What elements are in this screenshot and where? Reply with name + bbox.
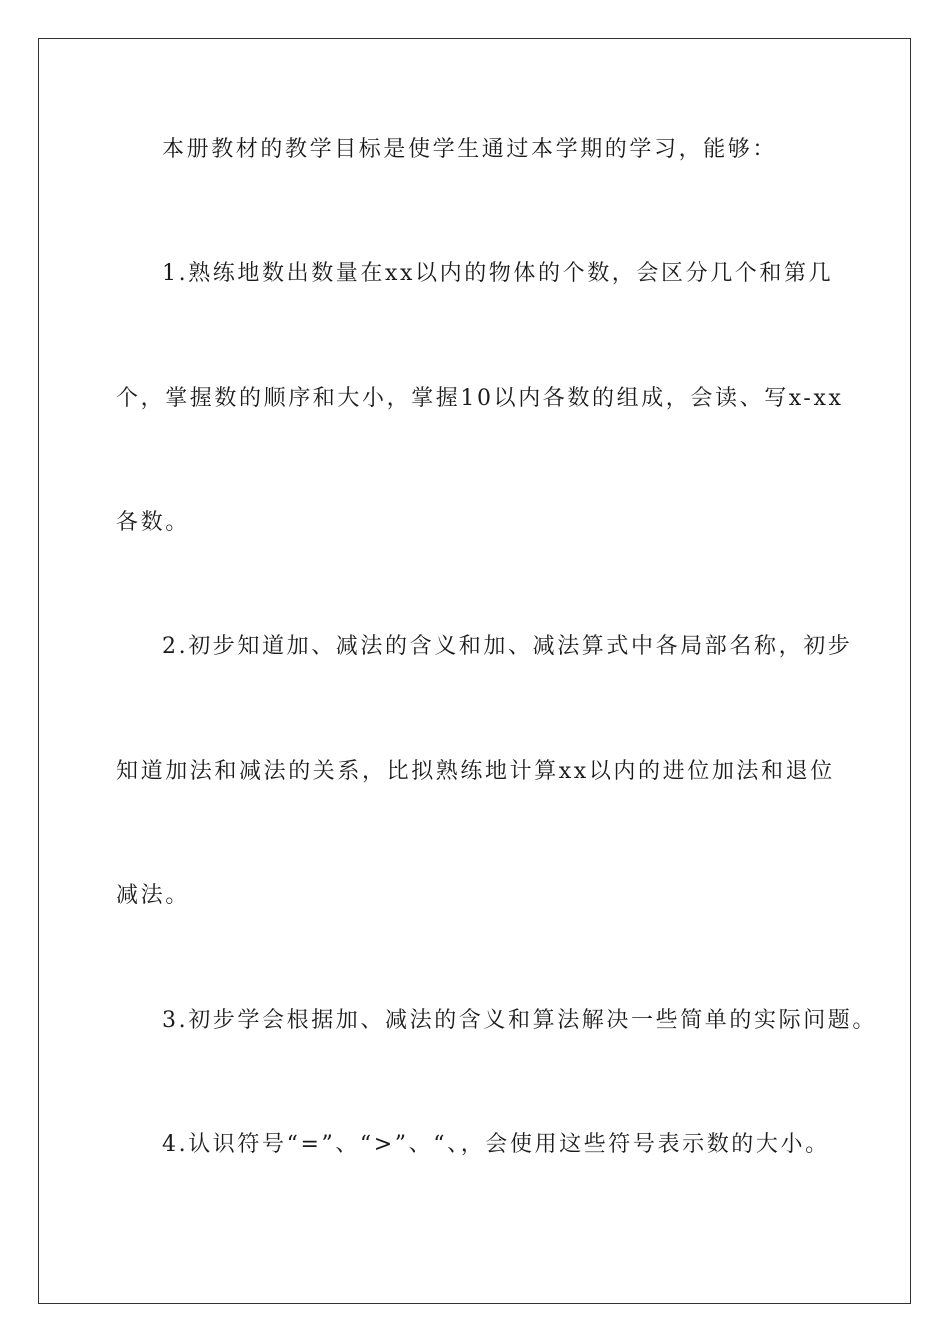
item-2-line-1: 2.初步知道加、减法的含义和加、减法算式中各局部名称，初步 [162,634,853,659]
item-4-line-1: 4.认识符号“=”、“>”、“、，会使用这些符号表示数的大小。 [162,1132,830,1157]
intro-line: 本册教材的教学目标是使学生通过本学期的学习，能够： [162,137,778,162]
page-border [38,38,911,1304]
item-1-line-2: 个，掌握数的顺序和大小，掌握10以内各数的组成，会读、写x-xx [116,386,844,411]
item-2-line-2: 知道加法和减法的关系，比拟熟练地计算xx以内的进位加法和退位 [116,759,835,784]
item-1-line-3: 各数。 [116,510,190,535]
item-1-line-1: 1.熟练地数出数量在xx以内的物体的个数，会区分几个和第几 [162,261,834,286]
item-2-line-3: 减法。 [116,883,190,908]
item-3-line-1: 3.初步学会根据加、减法的含义和算法解决一些简单的实际问题。 [162,1008,877,1033]
